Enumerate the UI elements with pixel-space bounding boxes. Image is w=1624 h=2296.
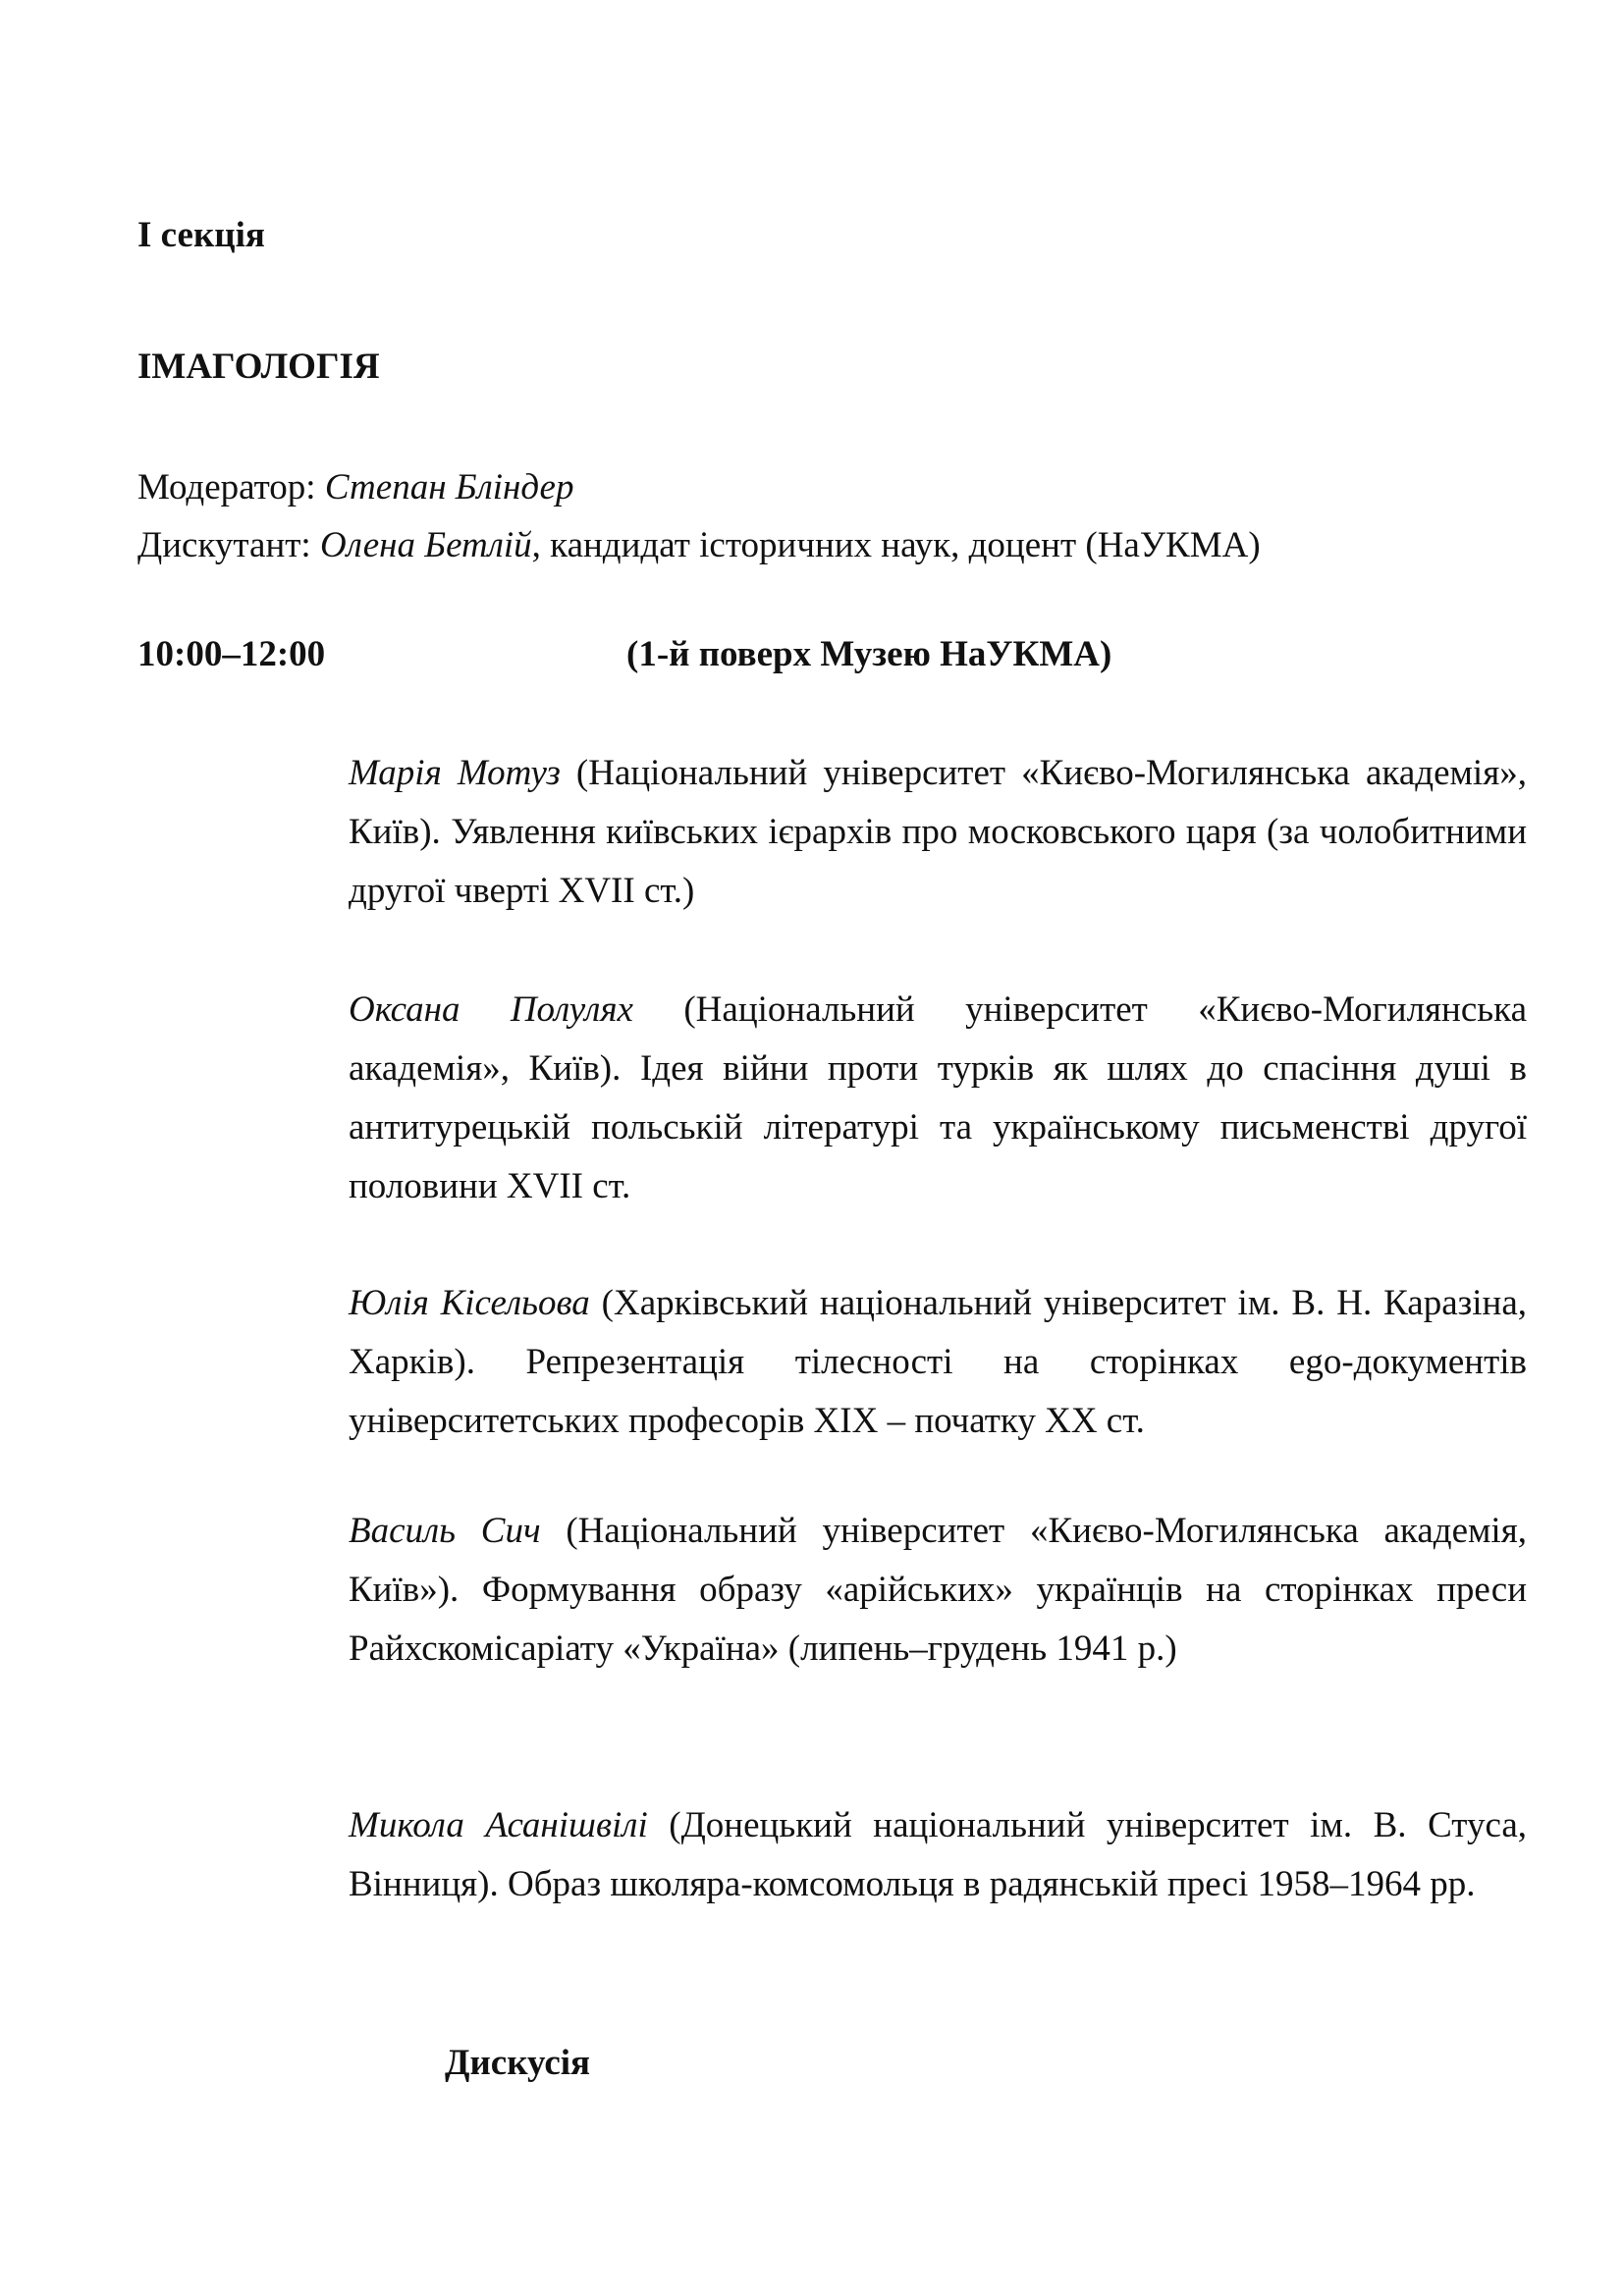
session-location: (1-й поверх Музею НаУКМА) — [626, 634, 1112, 674]
discussant-line — [137, 522, 1261, 569]
moderator-line — [137, 464, 573, 511]
talk-item — [349, 1274, 1527, 1451]
talk-text: (Національний університет «Києво-Могилянська академія», Київ). Ідея війни проти турків як шлях до спасіння душі в антитурецькій польській літературі та українському письменстві другої половини XVII ст. — [349, 989, 1527, 1206]
talk-item — [349, 1502, 1527, 1679]
talk-text: (Донецький національний університет ім. В. Стуса, Вінниця). Образ школяра-комсомольця в радянській пресі 1958–1964 рр. — [349, 1805, 1527, 1904]
talk-item — [349, 744, 1527, 921]
session-time: 10:00–12:00 — [137, 634, 326, 674]
discussant-details: , кандидат історичних наук, доцент (НаУКМА) — [531, 525, 1261, 565]
talk-author: Оксана Полулях — [349, 989, 633, 1030]
talk-text: (Національний університет «Києво-Могилянська академія, Київ»). Формування образу «арійських» українців на сторінках преси Райхскомісаріату «Україна» (липень–грудень 1941 р.) — [349, 1511, 1527, 1669]
talk-text: (Національний університет «Києво-Могилянська академія», Київ). Уявлення київських ієрархів про московського царя (за чолобитними другої чверті XVII ст.) — [349, 753, 1527, 911]
discussant-role: Дискутант: — [137, 525, 320, 565]
talk-author: Марія Мотуз — [349, 753, 561, 793]
moderator-role: Модератор: — [137, 467, 325, 507]
discussant-name: Олена Бетлій — [319, 525, 532, 565]
section-title: ІМАГОЛОГІЯ — [137, 347, 380, 387]
talk-author: Юлія Кісельова — [349, 1283, 590, 1323]
talk-item — [349, 981, 1527, 1216]
talk-author: Василь Сич — [349, 1511, 541, 1551]
discussion-label: Дискусія — [445, 2043, 591, 2083]
talk-item — [349, 1796, 1527, 1914]
moderator-name: Степан Бліндер — [324, 467, 574, 507]
talk-text: (Харківський національний університет ім. В. Н. Каразіна, Харків). Репрезентація тілесності на сторінках ego-документів університетських професорів XIX – початку XX ст. — [349, 1283, 1527, 1441]
section-label: І секція — [137, 215, 265, 255]
talk-author: Микола Асанішвілі — [349, 1805, 648, 1845]
